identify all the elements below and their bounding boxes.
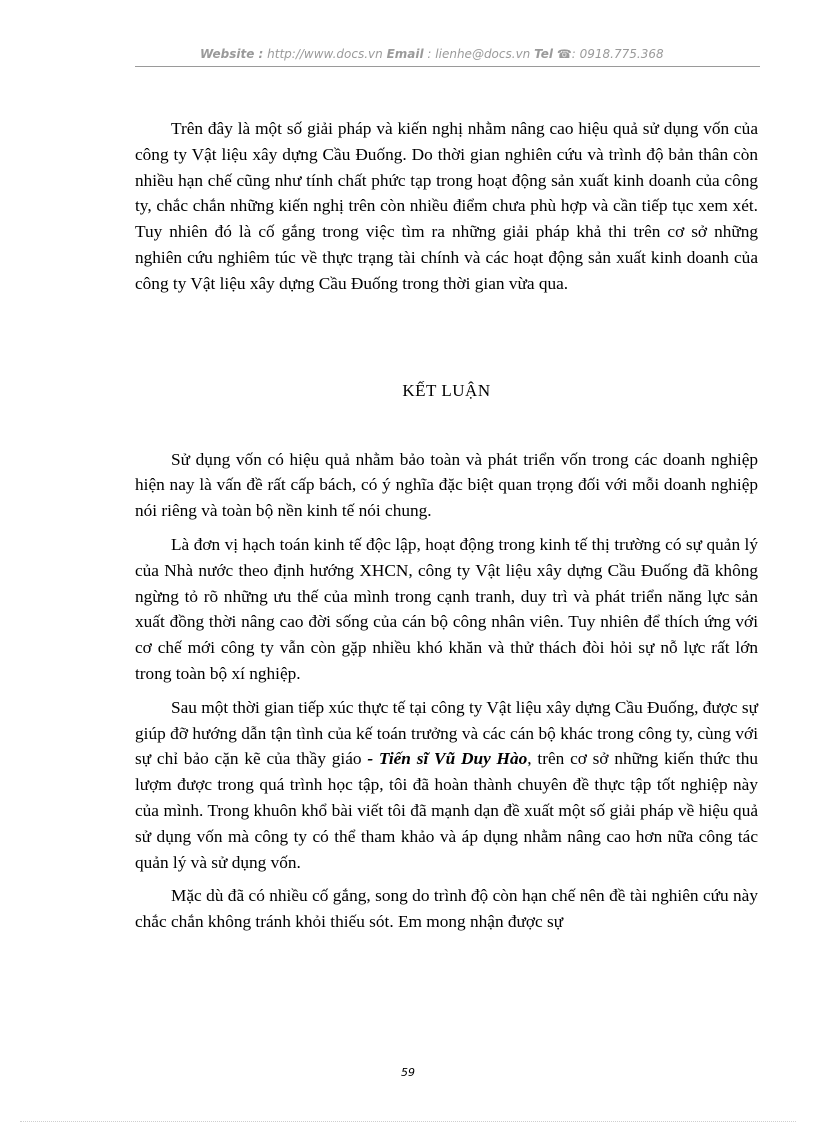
section-heading: KẾT LUẬN bbox=[402, 380, 491, 400]
spacer bbox=[135, 875, 758, 883]
spacer bbox=[135, 524, 758, 532]
page-header bbox=[200, 47, 760, 61]
conclusion-paragraph-4: Mặc dù đã có nhiều cố gắng, song do trình độ còn hạn chế nên đề tài nghiên cứu này chắc chắn không tránh khỏi thiếu sót. Em mong nhận được sự bbox=[135, 886, 758, 932]
tel-number: : 0918.775.368 bbox=[571, 47, 664, 61]
tel-label: Tel bbox=[534, 47, 553, 61]
email-address: lienhe@docs.vn bbox=[435, 47, 531, 61]
phone-icon: ☎ bbox=[556, 47, 572, 61]
document-body bbox=[135, 116, 758, 935]
paragraph-3-text-end: , trên cơ sở những kiến thức thu lượm được trong quá trình học tập, tôi đã hoàn thành chuyên đề thực tập tốt nghiệp này của mình. Trong khuôn khổ bài viết tôi đã mạnh dạn đề xuất một số giải pháp về hiệu quả sử dụng vốn mà công ty có thể tham khảo và áp dụng nhằm nâng cao hơn nữa công tác quản lý và sử dụng vốn. bbox=[135, 749, 758, 872]
spacer bbox=[135, 401, 758, 447]
intro-paragraph: Trên đây là một số giải pháp và kiến nghị nhằm nâng cao hiệu quả sử dụng vốn của công ty Vật liệu xây dựng Cầu Đuống. Do thời gian nghiên cứu và trình độ bản thân còn nhiều hạn chế cũng như tính chất phức tạp trong hoạt động sản xuất kinh doanh của công ty, chắc chắn những kiến nghị trên còn nhiều điểm chưa phù hợp và cần tiếp tục xem xét. Tuy nhiên đó là cố gắng trong việc tìm ra những giải pháp khả thi trên cơ sở những nghiên cứu nghiêm túc về thực trạng tài chính và các hoạt động sản xuất kinh doanh của công ty Vật liệu xây dựng Cầu Đuống trong thời gian vừa qua. bbox=[135, 119, 758, 293]
spacer bbox=[135, 687, 758, 695]
email-label: Email bbox=[386, 47, 424, 61]
email-separator: : bbox=[427, 47, 432, 61]
conclusion-paragraph-3 bbox=[135, 695, 758, 876]
page-number: 59 bbox=[401, 1066, 415, 1079]
footer-divider bbox=[20, 1121, 796, 1122]
spacer bbox=[135, 297, 758, 381]
website-url: http://www.docs.vn bbox=[267, 47, 383, 61]
conclusion-paragraph-2: Là đơn vị hạch toán kinh tế độc lập, hoạt động trong kinh tế thị trường có sự quản lý của Nhà nước theo định hướng XHCN, công ty Vật liệu xây dựng Cầu Đuống đã không ngừng tỏ rõ những ưu thế của mình trong cạnh tranh, duy trì và phát triển năng lực sản xuất đồng thời nâng cao đời sống của cán bộ công nhân viên. Tuy nhiên để thích ứng với cơ chế mới công ty vẫn còn gặp nhiều khó khăn và thử thách đòi hỏi sự nỗ lực rất lớn trong toàn bộ xí nghiệp. bbox=[135, 534, 758, 683]
website-label: Website : bbox=[200, 47, 264, 61]
paragraph-3-text-start: Sau một thời gian tiếp xúc thực tế tại công ty Vật liệu xây dựng Cầu Đuống, được sự giúp đỡ hướng dẫn tận tình của kế toán trưởng và các cán bộ khác trong công ty, cùng với sự chỉ bảo cặn kẽ của thầy giáo bbox=[135, 697, 758, 769]
conclusion-paragraph-1: Sử dụng vốn có hiệu quả nhằm bảo toàn và phát triển vốn trong các doanh nghiệp hiện nay là vấn đề rất cấp bách, có ý nghĩa đặc biệt quan trọng đối với mỗi doanh nghiệp nói riêng và toàn bộ nền kinh tế nói chung. bbox=[135, 449, 758, 521]
header-rule bbox=[135, 66, 760, 67]
supervisor-name: - Tiến sĩ Vũ Duy Hào bbox=[367, 749, 528, 769]
